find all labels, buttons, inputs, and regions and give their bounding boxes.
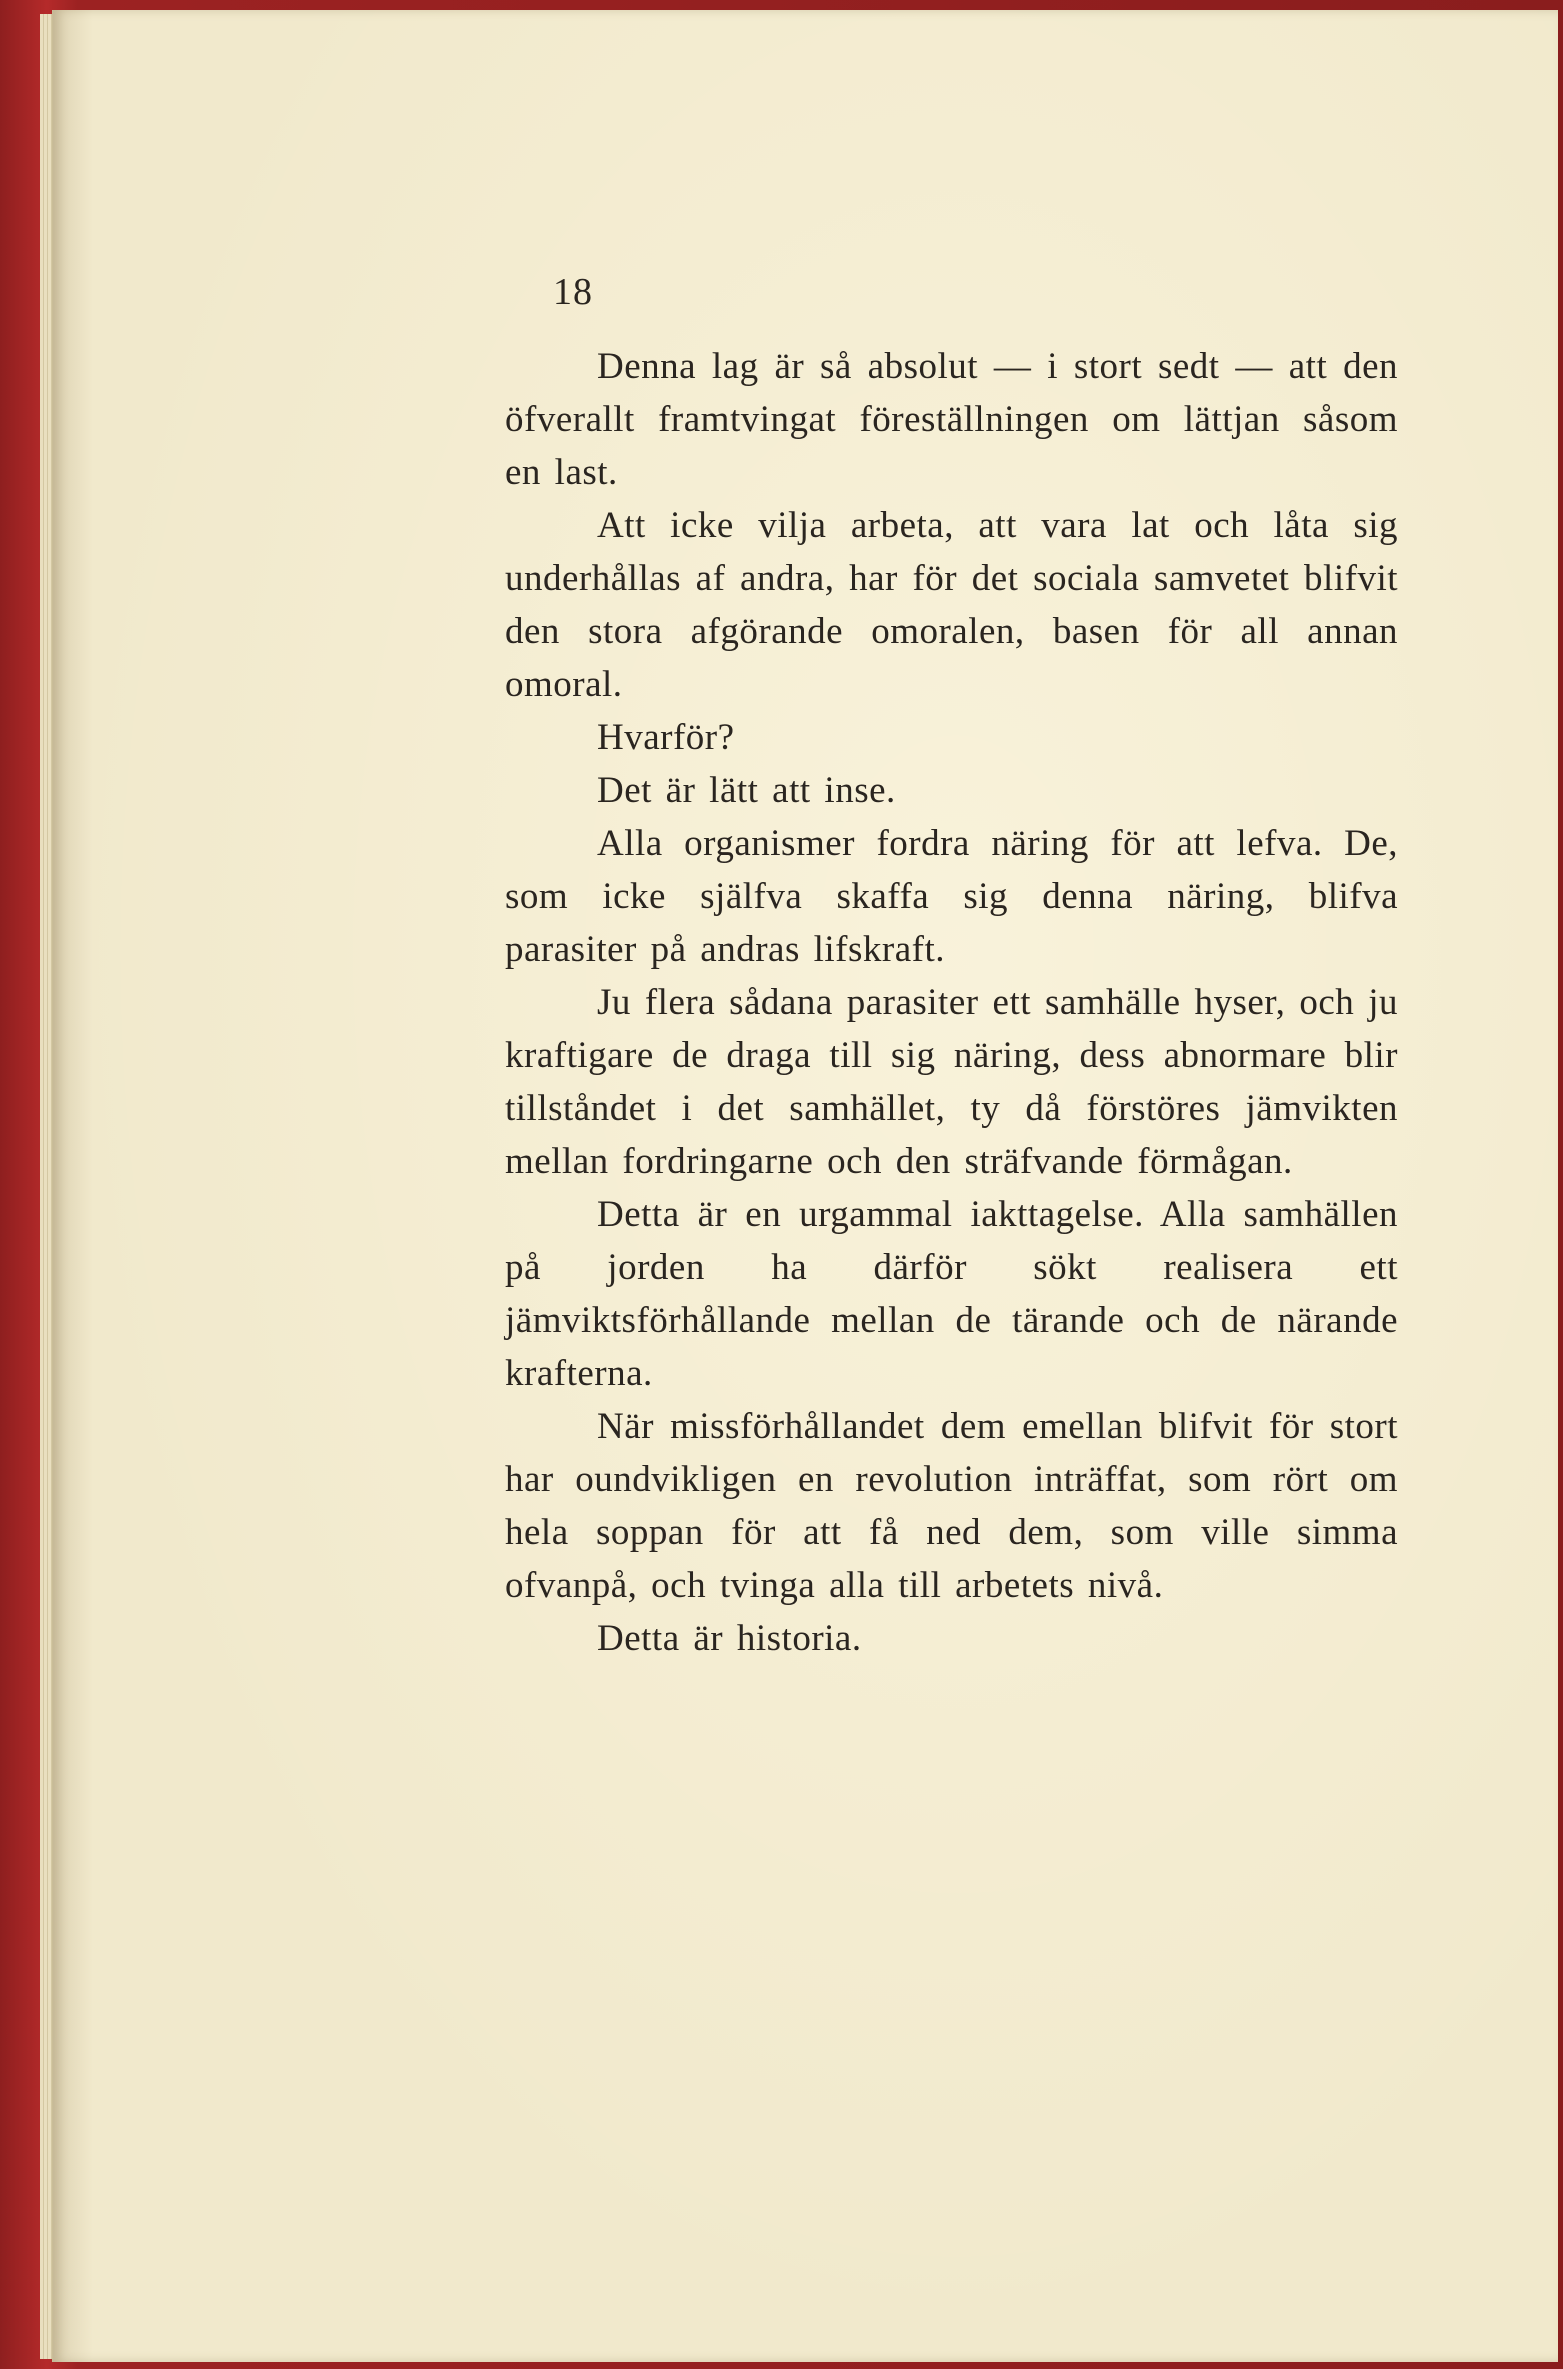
paragraph: Denna lag är så absolut — i stort sedt — att den öfverallt framtvingat föreställningen om lättjan såsom en last.	[505, 346, 1398, 493]
paragraph: Hvarför?	[597, 717, 735, 758]
paragraph: Detta är en urgammal iakttagelse. Alla samhällen på jorden ha därför sökt realisera ett jämviktsförhållande mellan de tärande och de närande krafterna.	[505, 1194, 1398, 1394]
body-text	[505, 340, 1398, 1665]
paragraph: Det är lätt att inse.	[597, 770, 896, 811]
paragraph: Att icke vilja arbeta, att vara lat och låta sig underhållas af andra, har för det sociala samvetet blifvit den stora afgörande omoralen, basen för all annan omoral.	[505, 505, 1398, 705]
paragraph: Ju flera sådana parasiter ett samhälle hyser, och ju kraftigare de draga till sig näring, dess abnormare blir tillståndet i det samhället, ty då förstöres jämvikten mellan fordringarne och den sträfvande förmågan.	[505, 982, 1398, 1182]
paragraph: När missförhållandet dem emellan blifvit för stort har oundvikligen en revolution inträffat, som rört om hela soppan för att få ned dem, som ville simma ofvanpå, och tvinga alla till arbetets nivå.	[505, 1406, 1398, 1606]
paragraph: Detta är historia.	[597, 1618, 862, 1659]
paragraph: Alla organismer fordra näring för att lefva. De, som icke själfva skaffa sig denna näring, blifva parasiter på andras lifskraft.	[505, 823, 1398, 970]
page-number: 18	[553, 271, 593, 313]
